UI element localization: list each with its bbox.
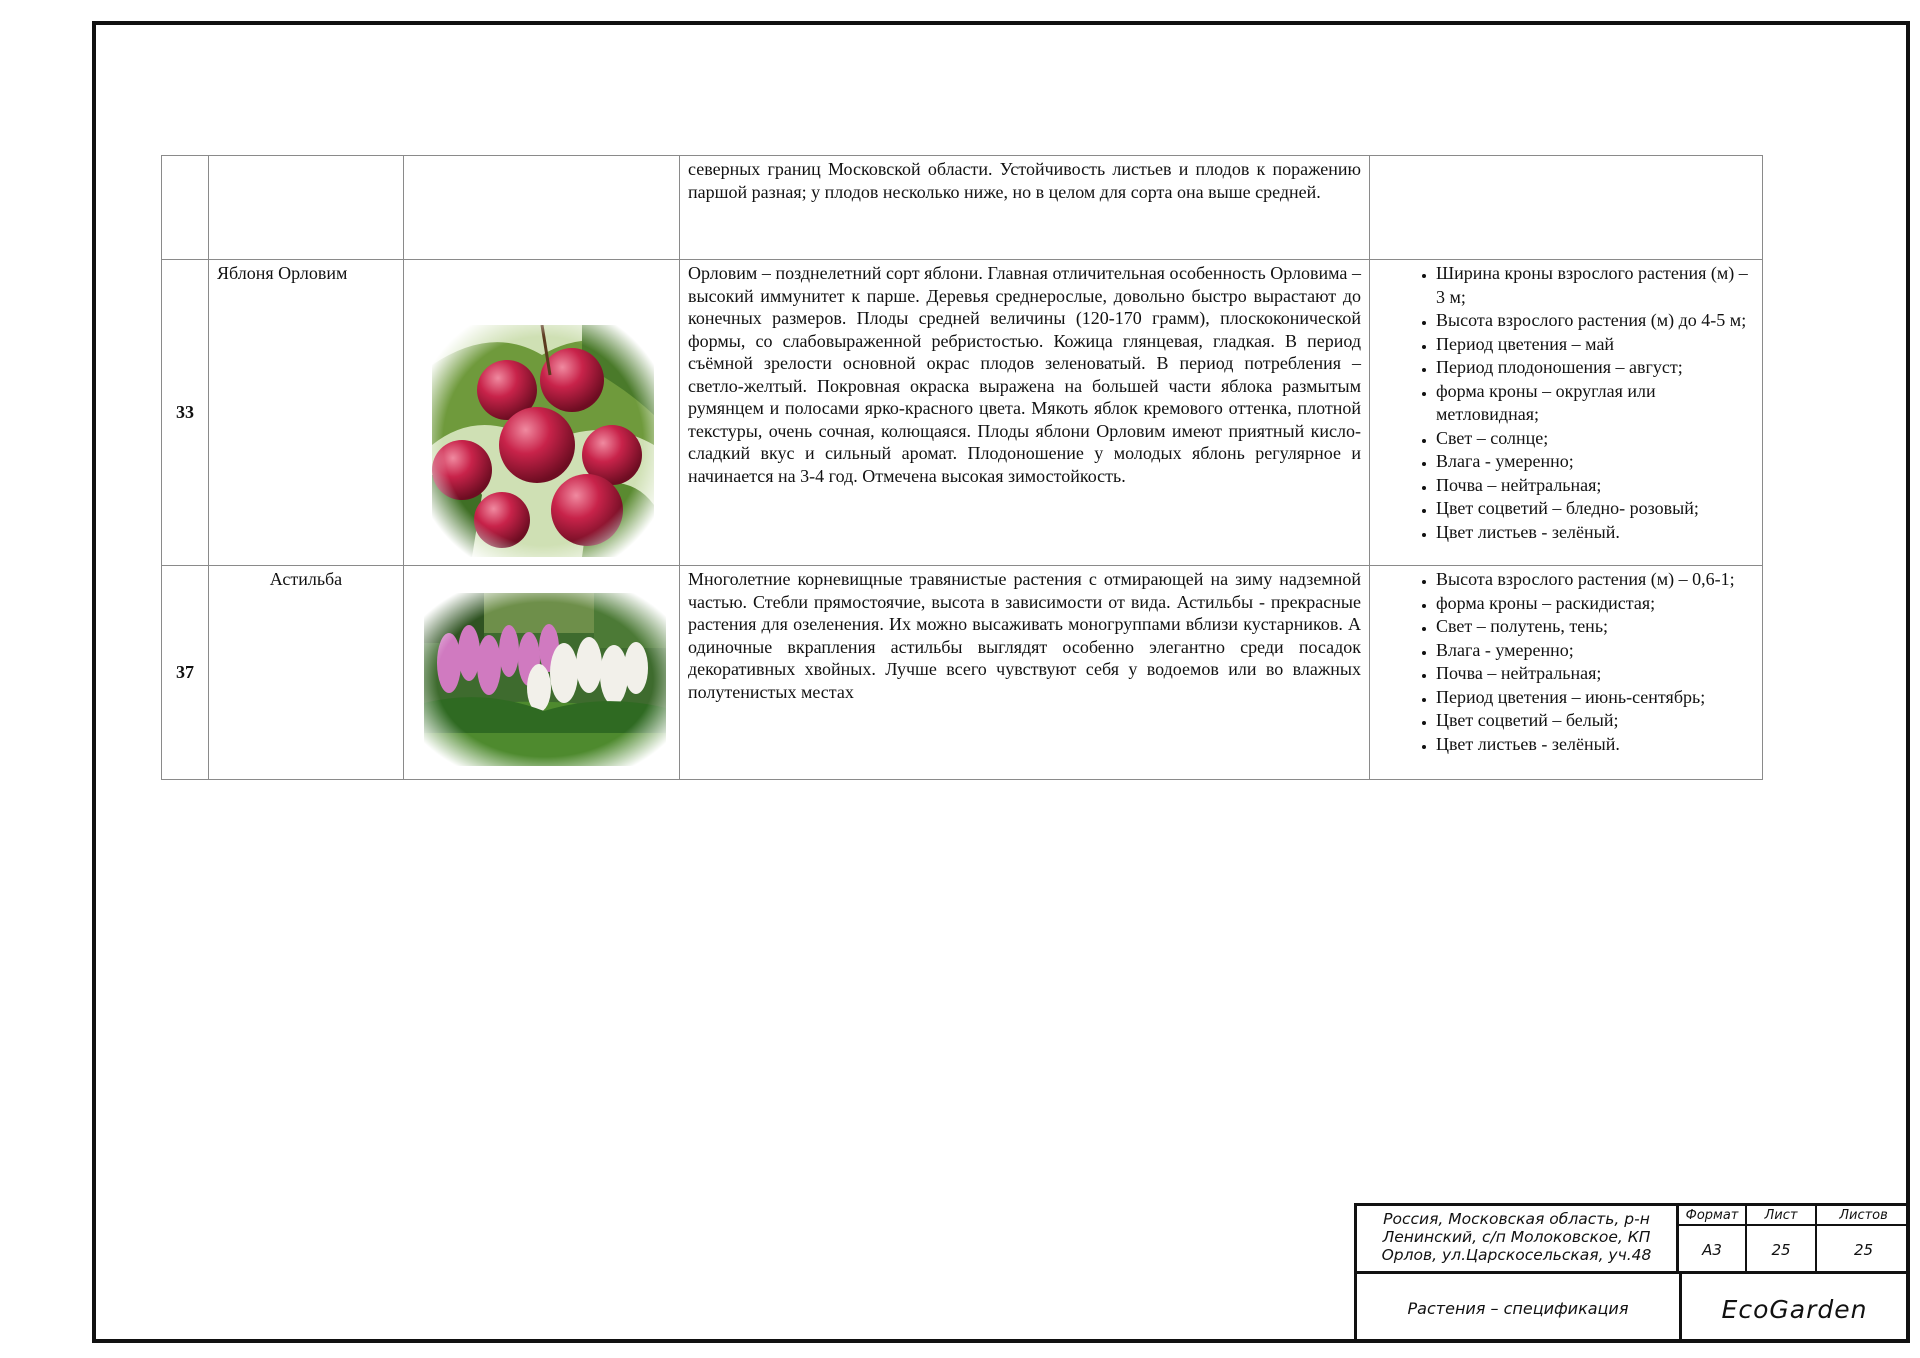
list-item: • Свет – солнце; [1436,427,1754,451]
list-item: • Ширина кроны взрослого растения (м) – 3 м; [1436,262,1754,309]
list-item: • Почва – нейтральная; [1436,474,1754,498]
table-row [162,156,1763,260]
properties-list [1370,568,1754,756]
list-item: • Свет – полутень, тень; [1436,615,1754,639]
table-row [162,566,1763,780]
format-label: Формат [1679,1206,1747,1226]
list-item: • Высота взрослого растения (м) – 0,6-1; [1436,568,1754,592]
sheet-name: Растения – спецификация [1357,1274,1682,1343]
list-item: • Влага - умеренно; [1436,639,1754,663]
list-item: • Цвет соцветий – бледно- розовый; [1436,497,1754,521]
list-item: • Почва – нейтральная; [1436,662,1754,686]
row-number: 37 [162,566,209,780]
list-item: • Высота взрослого растения (м) до 4-5 м; [1436,309,1754,333]
list-item: • Цвет листьев - зелёный. [1436,521,1754,545]
project-address: Россия, Московская область, р-н Ленинский, с/п Молоковское, КП Орлов, ул.Царскосельская, уч.48 [1357,1206,1679,1274]
list-item: • Период плодоношения – август; [1436,356,1754,380]
list-item: • форма кроны – раскидистая; [1436,592,1754,616]
plant-name: Астильба [209,566,404,780]
plant-description: северных границ Московской области. Устойчивость листьев и плодов к поражению паршой разная; у плодов несколько ниже, но в целом для сорта она выше средней. [680,156,1370,260]
list-item: • Период цветения – июнь-сентябрь; [1436,686,1754,710]
sheet-value: 25 [1747,1226,1817,1274]
brand-logo: EcoGarden [1721,1295,1868,1324]
apple-photo-icon [432,325,654,557]
row-number [162,156,209,260]
list-item: • Цвет листьев - зелёный. [1436,733,1754,757]
plant-properties [1370,260,1763,566]
sheets-value: 25 [1817,1226,1910,1274]
title-block [1354,1203,1910,1343]
plant-photo-cell [404,566,680,780]
format-value: А3 [1679,1226,1747,1274]
plant-name: Яблоня Орловим [209,260,404,566]
sheets-label: Листов [1817,1206,1910,1226]
table-row [162,260,1763,566]
plant-name [209,156,404,260]
sheet-label: Лист [1747,1206,1817,1226]
astilbe-photo-icon [424,593,666,766]
plant-properties [1370,566,1763,780]
plant-description: Орловим – позднелетний сорт яблони. Главная отличительная особенность Орловима – высокий иммунитет к парше. Деревья среднерослые, довольно быстро вырастают до конечных размеров. Плоды средней величины (120-170 грамм), плоскоконической формы, со слабовыраженной ребристостью. Кожица глянцевая, гладкая. В период съёмной зрелости основной окрас плодов зеленоватый. В период потребления – светло-желтый. Покровная окраска выражена на большей части яблока размытым румянцем и полосами ярко-красного цвета. Мякоть яблок кремового оттенка, плотной текстуры, очень сочная, колющаяся. Плоды яблони Орловим имеют приятный кисло-сладкий вкус и сильный аромат. Плодоношение у молодых яблонь регулярное и начинается на 3-4 год. Отмечена высокая зимостойкость. [680,260,1370,566]
list-item: • Период цветения – май [1436,333,1754,357]
list-item: • Влага - умеренно; [1436,450,1754,474]
plant-photo-cell [404,260,680,566]
list-item: • форма кроны – округлая или метловидная; [1436,380,1754,427]
plant-properties [1370,156,1763,260]
plant-description: Многолетние корневищные травянистые растения с отмирающей на зиму надземной частью. Стебли прямостоячие, высота в зависимости от вида. Астильбы - прекрасные растения для озеленения. Их можно высаживать моногруппами вблизи кустарников. А одиночные вкрапления астильбы выглядят особенно элегантно среди посадок декоративных хвойных. Лучше всего чувствуют себя у водоемов или во влажных полутенистых местах [680,566,1370,780]
row-number: 33 [162,260,209,566]
plant-photo-cell [404,156,680,260]
properties-list [1370,262,1754,544]
list-item: • Цвет соцветий – белый; [1436,709,1754,733]
plant-spec-table [161,155,1763,780]
